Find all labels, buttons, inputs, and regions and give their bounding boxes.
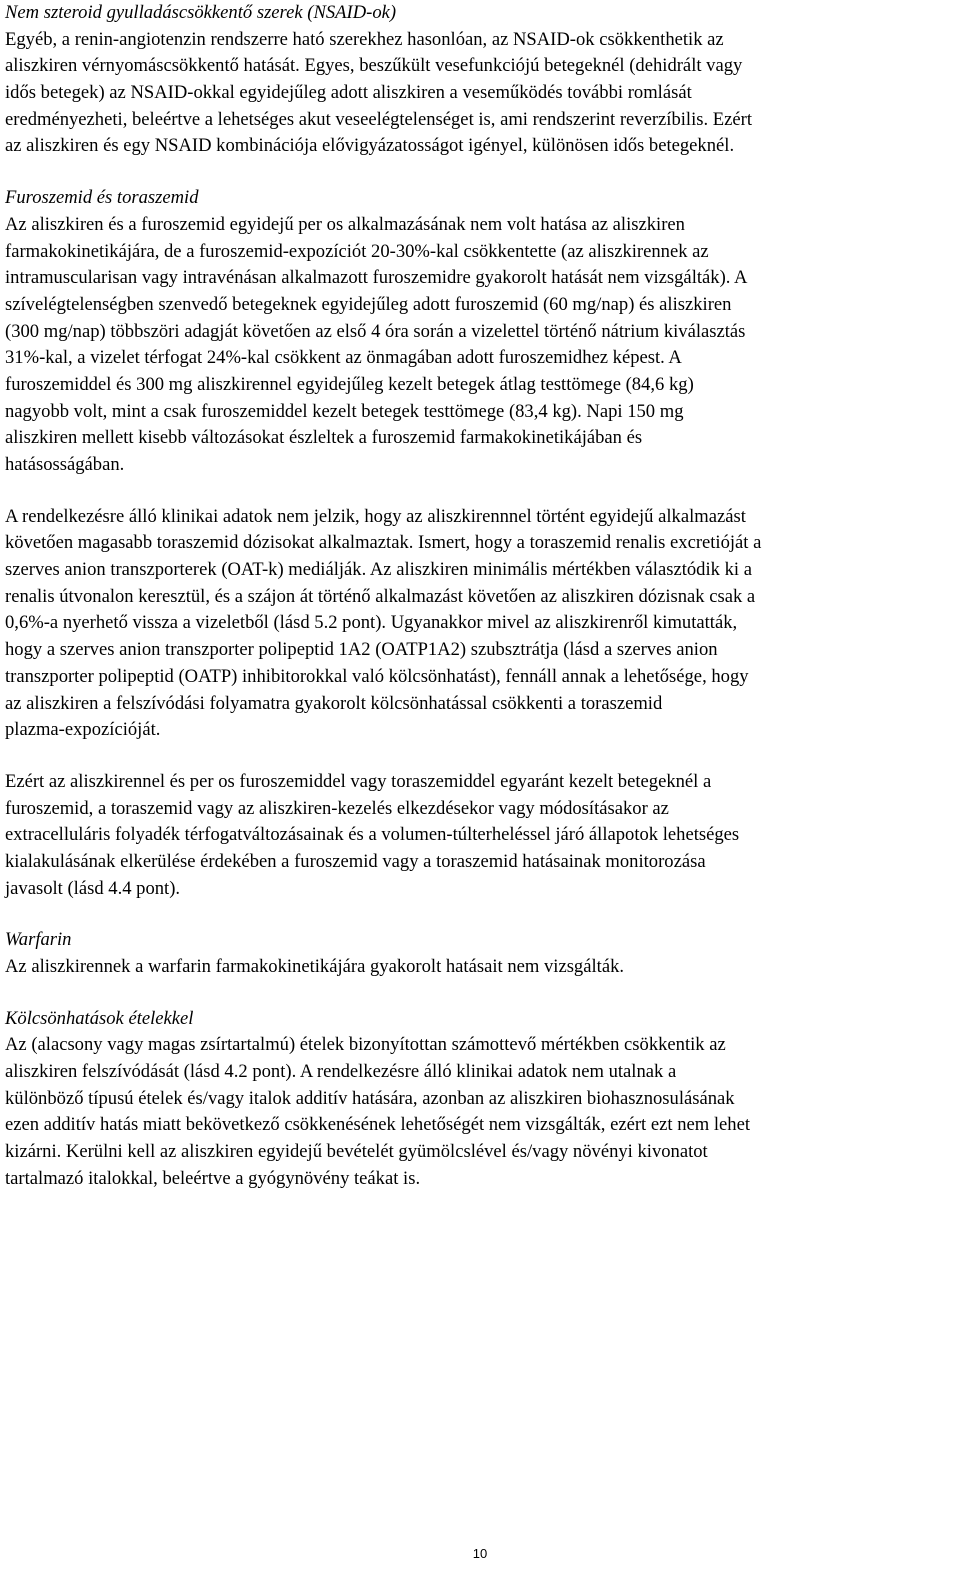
section-furoszemid: [5, 185, 955, 479]
paragraph-line: plazma-expozícióját.: [5, 719, 161, 741]
paragraph-line: transzporter polipeptid (OATP) inhibitorokkal való kölcsönhatást), fennáll annak a lehetősége, hogy: [5, 665, 749, 687]
section-warfarin: [5, 927, 955, 980]
paragraph-line: (300 mg/nap) többszöri adagját követően az első 4 óra során a vizelettel történő nátrium kiválasztás: [5, 320, 746, 342]
paragraph-gap: [5, 744, 955, 769]
section-toraszemid: [5, 504, 955, 744]
paragraph-line: az aliszkiren a felszívódási folyamatra gyakorolt kölcsönhatással csökkenti a toraszemid: [5, 692, 663, 714]
paragraph-line: ezen additív hatás miatt bekövetkező csökkenésének lehetőségét nem vizsgálták, ezért ezt nem lehet: [5, 1114, 750, 1136]
paragraph-line: eredményezheti, beleértve a lehetséges akut veseelégtelenséget is, ami rendszerint reverzíbilis. Ezért: [5, 108, 753, 130]
paragraph-line: A rendelkezésre álló klinikai adatok nem jelzik, hogy az aliszkirennnel történt egyidejű alkalmazást: [5, 505, 746, 527]
section-heading: Furoszemid és toraszemid: [5, 187, 199, 209]
section-nsaid: [5, 0, 955, 160]
paragraph-line: Az (alacsony vagy magas zsírtartalmú) ételek bizonyítottan számottevő mértékben csökkentik az: [5, 1034, 726, 1056]
paragraph-line: szerves anion transzporterek (OAT-k) mediálják. Az aliszkiren minimális mértékben választódik ki a: [5, 559, 752, 581]
section-heading: Warfarin: [5, 929, 72, 951]
paragraph-line: farmakokinetikájára, de a furoszemid-expozíciót 20-30%-kal csökkentette (az aliszkirennek az: [5, 240, 709, 262]
section-heading: Nem szteroid gyulladáscsökkentő szerek (NSAID-ok): [5, 2, 397, 23]
paragraph-line: az aliszkiren és egy NSAID kombinációja elővigyázatosságot igényel, különösen idős betegeknél.: [5, 135, 735, 157]
paragraph-gap: [5, 902, 955, 927]
paragraph-gap: [5, 160, 955, 185]
paragraph-line: aliszkiren mellett kisebb változásokat észleltek a furoszemid farmakokinetikájában és: [5, 427, 643, 449]
section-heading: Kölcsönhatások ételekkel: [5, 1007, 194, 1029]
paragraph-line: furoszemiddel és 300 mg aliszkirennel egyidejűleg kezelt betegek átlag testtömege (84,6 kg): [5, 373, 694, 395]
paragraph-line: javasolt (lásd 4.4 pont).: [5, 877, 181, 899]
paragraph-line: tartalmazó italokkal, beleértve a gyógynövény teákat is.: [5, 1167, 421, 1189]
paragraph-line: hatásosságában.: [5, 454, 125, 475]
paragraph-line: Az aliszkiren és a furoszemid egyidejű per os alkalmazásának nem volt hatása az aliszkiren: [5, 213, 685, 235]
page-number: 10: [472, 1546, 488, 1561]
paragraph-line: furoszemid, a toraszemid vagy az aliszkiren-kezelés elkezdésekor vagy módosításakor az: [5, 797, 669, 819]
paragraph-line: nagyobb volt, mint a csak furoszemiddel kezelt betegek testtömege (83,4 kg). Napi 150 mg: [5, 400, 684, 422]
paragraph-line: renalis útvonalon keresztül, és a szájon át történő alkalmazást követően az aliszkiren dózisnak csak a: [5, 585, 756, 607]
document-page: [5, 0, 955, 1193]
paragraph-gap: [5, 479, 955, 504]
paragraph-line: intramuscularisan vagy intravénásan alkalmazott furoszemidre gyakorolt hatását nem vizsgálták). A: [5, 267, 748, 289]
paragraph-line: Ezért az aliszkirennel és per os furoszemiddel vagy toraszemiddel egyaránt kezelt betegeknél a: [5, 770, 712, 792]
section-monitoring: [5, 769, 955, 902]
paragraph-line: kialakulásának elkerülése érdekében a furoszemid vagy a toraszemid hatásainak monitorozása: [5, 850, 706, 872]
paragraph-line: különböző típusú ételek és/vagy italok additív hatására, azonban az aliszkiren biohasznosulásának: [5, 1087, 735, 1109]
paragraph-line: 0,6%-a nyerhető vissza a vizeletből (lásd 5.2 pont). Ugyanakkor mivel az aliszkirenről kimutatták,: [5, 612, 738, 634]
paragraph-line: kizárni. Kerülni kell az aliszkiren egyidejű bevételét gyümölcslével és/vagy növényi kivonatot: [5, 1141, 708, 1163]
section-food: [5, 1006, 955, 1193]
paragraph-line: Az aliszkirennek a warfarin farmakokinetikájára gyakorolt hatásait nem vizsgálták.: [5, 956, 625, 977]
paragraph-line: aliszkiren felszívódását (lásd 4.2 pont). A rendelkezésre álló klinikai adatok nem utalnak a: [5, 1061, 677, 1083]
paragraph-line: aliszkiren vérnyomáscsökkentő hatását. Egyes, beszűkült vesefunkciójú betegeknél (dehidrált vagy: [5, 55, 743, 77]
paragraph-line: idős betegek) az NSAID-okkal egyidejűleg adott aliszkiren a veseműködés további romlását: [5, 82, 692, 104]
paragraph-line: extracelluláris folyadék térfogatváltozásainak és a volumen-túlterheléssel járó állapotok lehetséges: [5, 824, 740, 846]
paragraph-line: Egyéb, a renin-angiotenzin rendszerre ható szerekhez hasonlóan, az NSAID-ok csökkenthetik az: [5, 28, 724, 50]
paragraph-line: 31%-kal, a vizelet térfogat 24%-kal csökkent az önmagában adott furoszemidhez képest. A: [5, 347, 682, 369]
paragraph-gap: [5, 981, 955, 1006]
paragraph-line: hogy a szerves anion transzporter polipeptid 1A2 (OATP1A2) szubsztrátja (lásd a szerves anion: [5, 639, 718, 661]
paragraph-line: követően magasabb toraszemid dózisokat alkalmaztak. Ismert, hogy a toraszemid renalis excretióját a: [5, 532, 762, 554]
paragraph-line: szívelégtelenségben szenvedő betegeknek egyidejűleg adott furoszemid (60 mg/nap) és aliszkiren: [5, 293, 732, 315]
